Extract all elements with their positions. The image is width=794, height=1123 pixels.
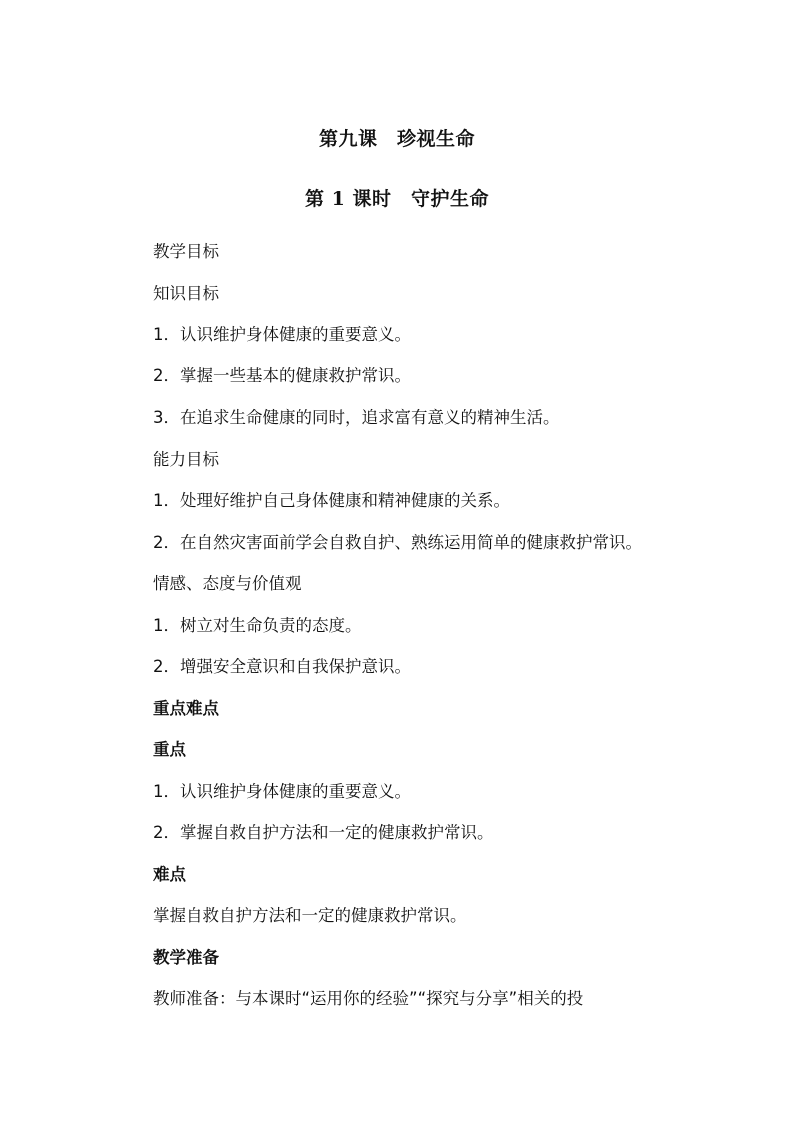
section-heading-teaching-goals: 教学目标 xyxy=(153,242,219,261)
key-point-1: 1．认识维护身体健康的重要意义。 xyxy=(153,782,411,801)
ability-goal-2: 2．在自然灾害面前学会自救自护、熟练运用简单的健康救护常识。 xyxy=(153,533,642,552)
attitude-goal-1: 1．树立对生命负责的态度。 xyxy=(153,616,362,635)
ability-goal-1: 1．处理好维护自己身体健康和精神健康的关系。 xyxy=(153,491,510,510)
subheading-difficult-points: 难点 xyxy=(153,865,186,884)
subheading-knowledge-goals: 知识目标 xyxy=(153,284,219,303)
subheading-ability-goals: 能力目标 xyxy=(153,450,219,469)
attitude-goal-2: 2．增强安全意识和自我保护意识。 xyxy=(153,657,411,676)
knowledge-goal-2: 2．掌握一些基本的健康救护常识。 xyxy=(153,366,411,385)
subheading-key-points: 重点 xyxy=(153,740,186,759)
difficult-point: 掌握自救自护方法和一定的健康救护常识。 xyxy=(153,906,467,925)
knowledge-goal-1: 1．认识维护身体健康的重要意义。 xyxy=(153,325,411,344)
knowledge-goal-3: 3．在追求生命健康的同时，追求富有意义的精神生活。 xyxy=(153,408,560,427)
teacher-preparation: 教师准备：与本课时“运用你的经验”“探究与分享”相关的投 xyxy=(153,989,584,1008)
section-heading-teaching-preparation: 教学准备 xyxy=(153,948,219,967)
lesson-title: 第九课 珍视生命 xyxy=(318,128,475,150)
lesson-subtitle: 第 1 课时 守护生命 xyxy=(305,188,489,210)
key-point-2: 2．掌握自救自护方法和一定的健康救护常识。 xyxy=(153,823,494,842)
subheading-attitude-values: 情感、态度与价值观 xyxy=(153,574,302,593)
section-heading-key-difficult-points: 重点难点 xyxy=(153,699,219,718)
